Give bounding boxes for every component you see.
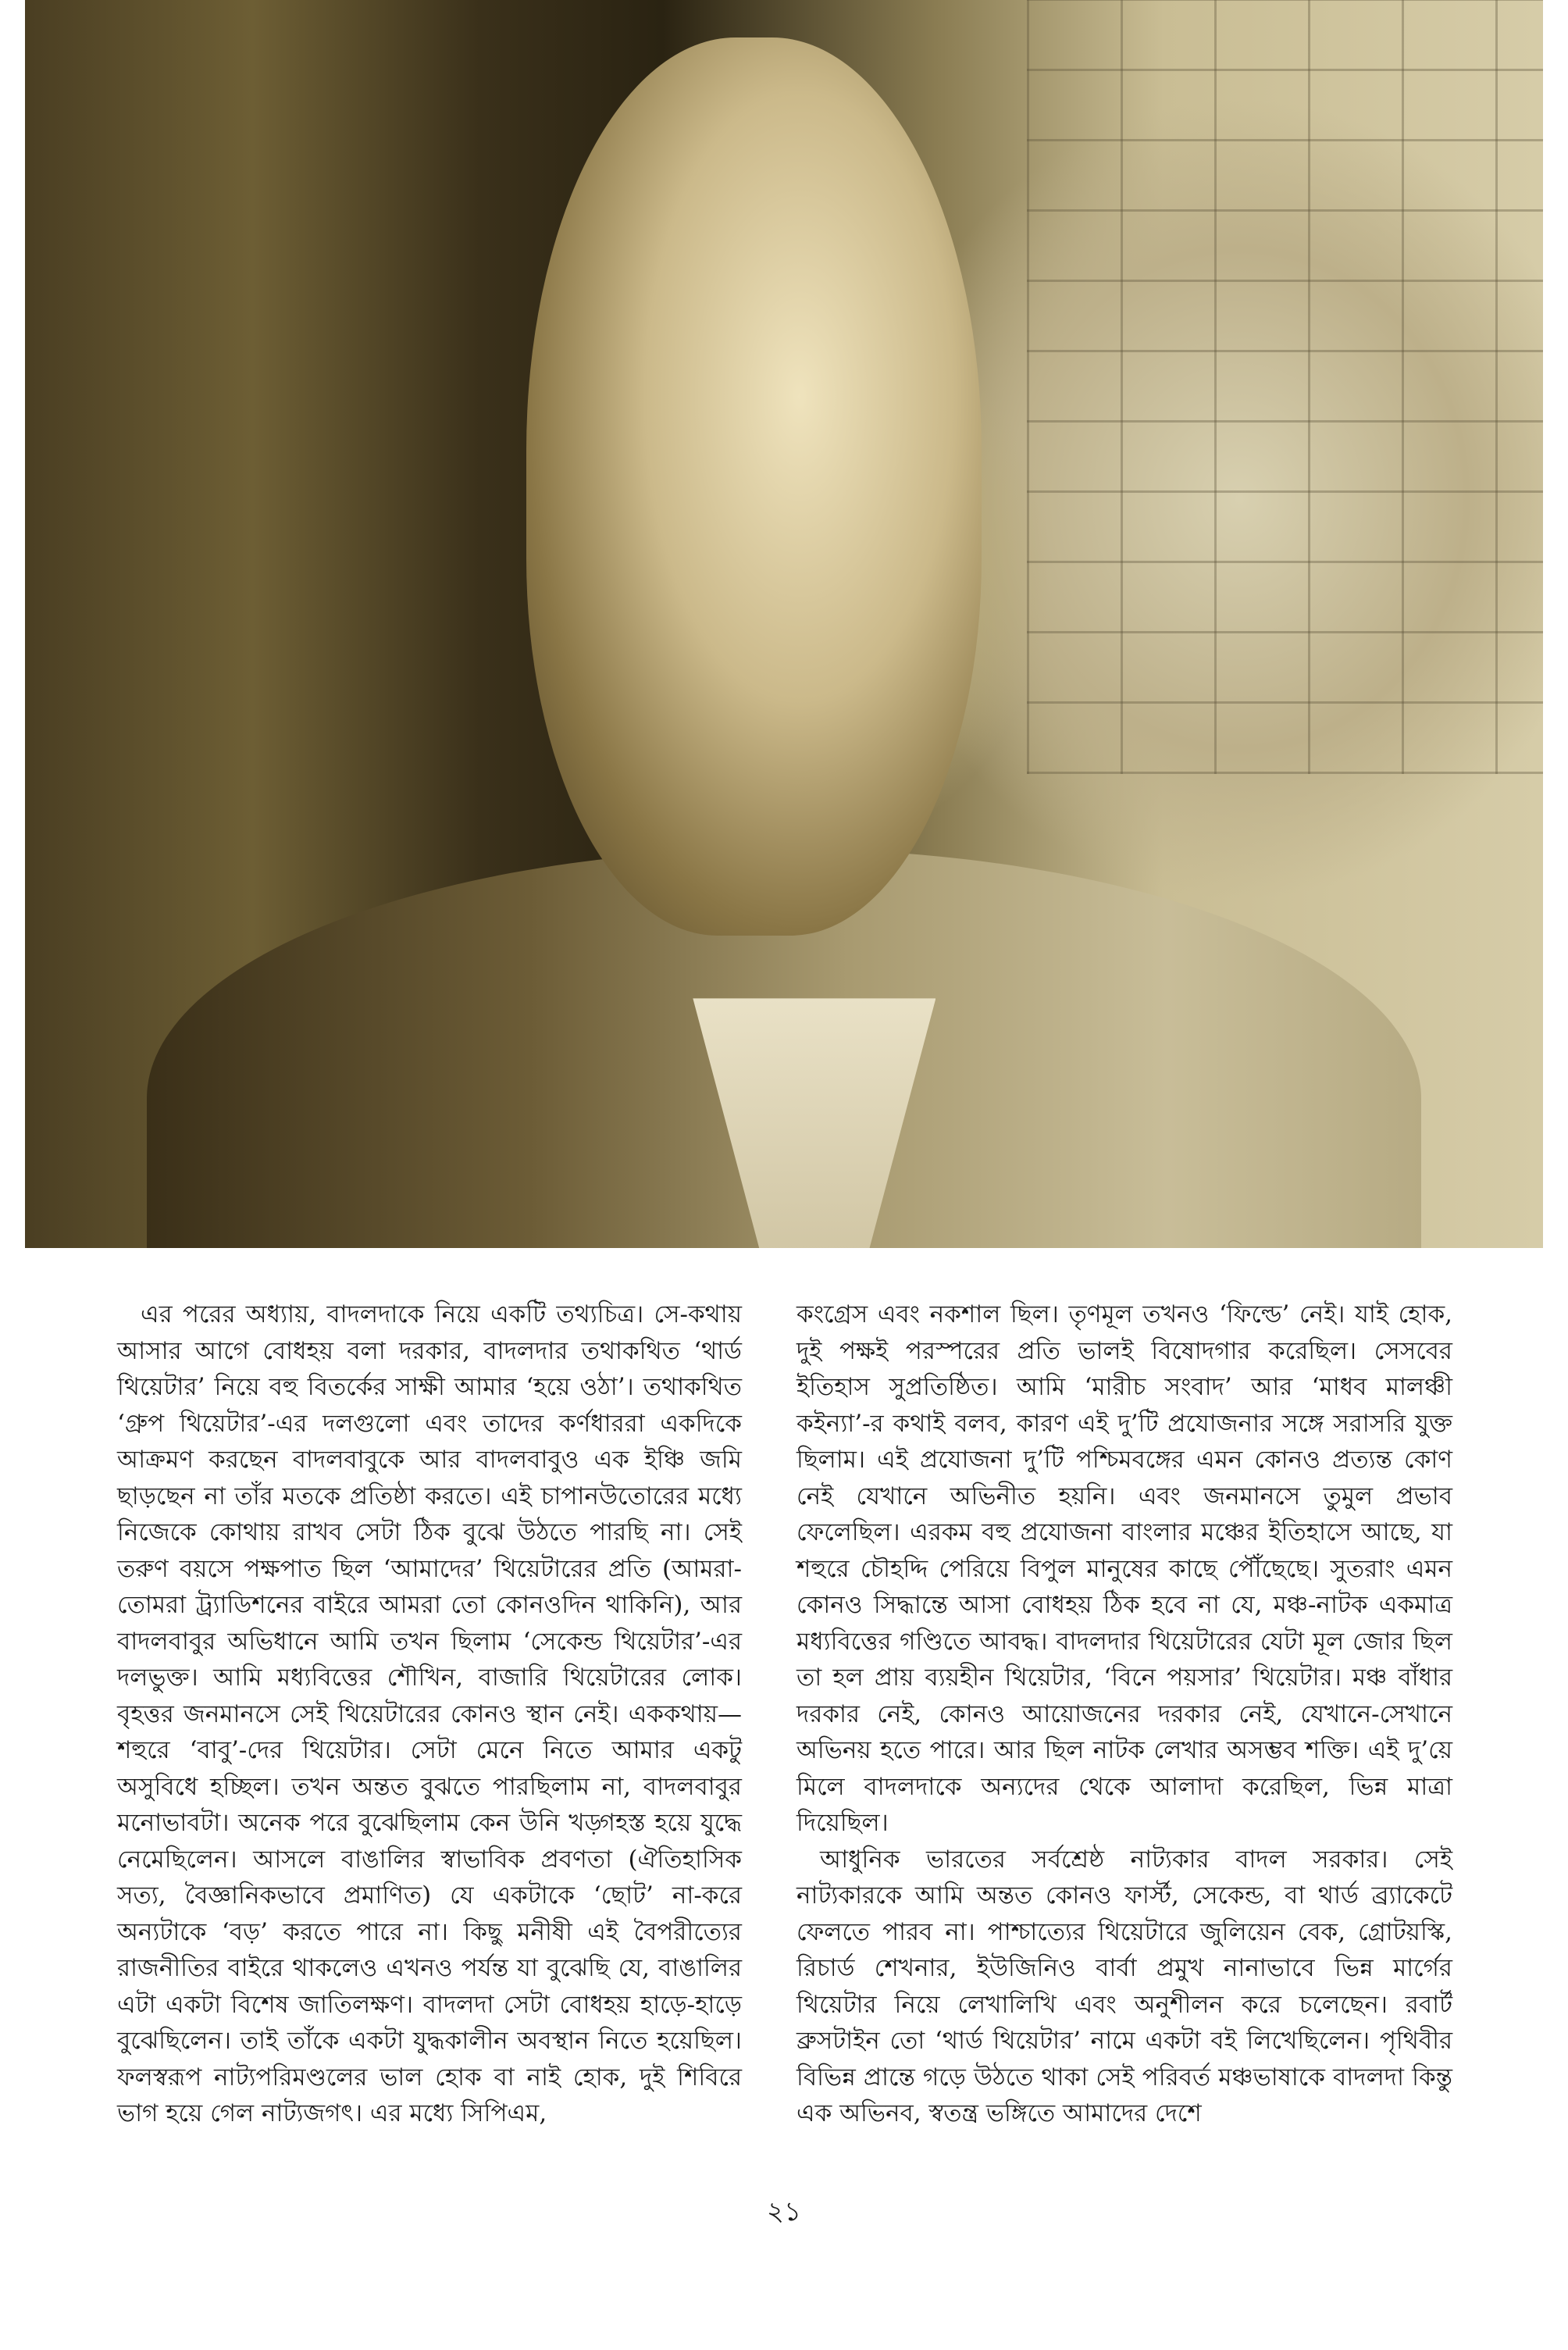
photo-background-calendar: [1027, 0, 1543, 774]
photo-subject-head: [526, 37, 982, 936]
portrait-photo: [25, 0, 1543, 1248]
page-number: ২১: [766, 2196, 802, 2227]
left-text-column: [117, 1296, 742, 2132]
left-paragraph-1: এর পরের অধ্যায়, বাদলদাকে নিয়ে একটি তথ্যচিত্র। সে-কথায় আসার আগে বোধহয় বলা দরকার, বাদলদার তথাকথিত ‘থার্ড থিয়েটার’ নিয়ে বহু বিতর্কের সাক্ষী আমার ‘হয়ে ওঠা’। তথাকথিত ‘গ্রুপ থিয়েটার’-এর দলগুলো এবং তাদের কর্ণধাররা একদিকে আক্রমণ করছেন বাদলবাবুকে আর বাদলবাবুও এক ইঞ্চি জমি ছাড়ছেন না তাঁর মতকে প্রতিষ্ঠা করতে। এই চাপানউতোরের মধ্যে নিজেকে কোথায় রাখব সেটা ঠিক বুঝে উঠতে পারছি না। সেই তরুণ বয়সে পক্ষপাত ছিল ‘আমাদের’ থিয়েটারের প্রতি (আমরা-তোমরা ট্র্যাডিশনের বাইরে আমরা তো কোনওদিন থাকিনি), আর বাদলবাবুর অভিধানে আমি তখন ছিলাম ‘সেকেন্ড থিয়েটার’-এর দলভুক্ত। আমি মধ্যবিত্তের শৌখিন, বাজারি থিয়েটারের লোক। বৃহত্তর জনমানসে সেই থিয়েটারের কোনও স্থান নেই। এককথায়—শহুরে ‘বাবু’-দের থিয়েটার। সেটা মেনে নিতে আমার একটু অসুবিধে হচ্ছিল। তখন অন্তত বুঝতে পারছিলাম না, বাদলবাবুর মনোভাবটা। অনেক পরে বুঝেছিলাম কেন উনি খড়্গহস্ত হয়ে যুদ্ধে নেমেছিলেন। আসলে বাঙালির স্বাভাবিক প্রবণতা (ঐতিহাসিক সত্য, বৈজ্ঞানিকভাবে প্রমাণিত) যে একটাকে ‘ছোট’ না-করে অন্যটাকে ‘বড়’ করতে পারে না। কিছু মনীষী এই বৈপরীত্যের রাজনীতির বাইরে থাকলেও এখনও পর্যন্ত যা বুঝেছি যে, বাঙালির এটা একটা বিশেষ জাতিলক্ষণ। বাদলদা সেটা বোধহয় হাড়ে-হাড়ে বুঝেছিলেন। তাই তাঁকে একটা যুদ্ধকালীন অবস্থান নিতে হয়েছিল। ফলস্বরূপ নাট্যপরিমণ্ডলের ভাল হোক বা নাই হোক, দুই শিবিরে ভাগ হয়ে গেল নাট্যজগৎ। এর মধ্যে সিপিএম,: [117, 1300, 742, 2127]
right-paragraph-2: আধুনিক ভারতের সর্বশ্রেষ্ঠ নাট্যকার বাদল সরকার। সেই নাট্যকারকে আমি অন্তত কোনও ফার্স্ট, সেকেন্ড, বা থার্ড ব্র্যাকেটে ফেলতে পারব না। পাশ্চাত্যের থিয়েটারে জুলিয়েন বেক, গ্রোটয়স্কি, রিচার্ড শেখনার, ইউজিনিও বার্বা প্রমুখ নানাভাবে ভিন্ন মার্গের থিয়েটার নিয়ে লেখালিখি এবং অনুশীলন করে চলেছেন। রবার্ট ব্রুসটাইন তো ‘থার্ড থিয়েটার’ নামে একটা বই লিখেছিলেন। পৃথিবীর বিভিন্ন প্রান্তে গড়ে উঠতে থাকা সেই পরিবর্ত মঞ্চভাষাকে বাদলদা কিন্তু এক অভিনব, স্বতন্ত্র ভঙ্গিতে আমাদের দেশে: [796, 1845, 1452, 2127]
right-paragraph-continuation: কংগ্রেস এবং নকশাল ছিল। তৃণমূল তখনও ‘ফিল্ডে’ নেই। যাই হোক, দুই পক্ষই পরস্পরের প্রতি ভালই বিষোদগার করেছিল। সেসবের ইতিহাস সুপ্রতিষ্ঠিত। আমি ‘মারীচ সংবাদ’ আর ‘মাধব মালঞ্চী কইন্যা’-র কথাই বলব, কারণ এই দু’টি প্রযোজনার সঙ্গে সরাসরি যুক্ত ছিলাম। এই প্রযোজনা দু’টি পশ্চিমবঙ্গের এমন কোনও প্রত্যন্ত কোণ নেই যেখানে অভিনীত হয়নি। এবং জনমানসে তুমুল প্রভাব ফেলেছিল। এরকম বহু প্রযোজনা বাংলার মঞ্চের ইতিহাসে আছে, যা শহুরে চৌহদ্দি পেরিয়ে বিপুল মানুষের কাছে পৌঁছেছে। সুতরাং এমন কোনও সিদ্ধান্তে আসা বোধহয় ঠিক হবে না যে, মঞ্চ-নাটক একমাত্র মধ্যবিত্তের গণ্ডিতে আবদ্ধ। বাদলদার থিয়েটারের যেটা মূল জোর ছিল তা হল প্রায় ব্যয়হীন থিয়েটার, ‘বিনে পয়সার’ থিয়েটার। মঞ্চ বাঁধার দরকার নেই, কোনও আয়োজনের দরকার নেই, যেখানে-সেখানে অভিনয় হতে পারে। আর ছিল নাটক লেখার অসম্ভব শক্তি। এই দু’য়ে মিলে বাদলদাকে অন্যদের থেকে আলাদা করেছিল, ভিন্ন মাত্রা দিয়েছিল।: [796, 1300, 1452, 1837]
right-text-column: [796, 1296, 1452, 2132]
